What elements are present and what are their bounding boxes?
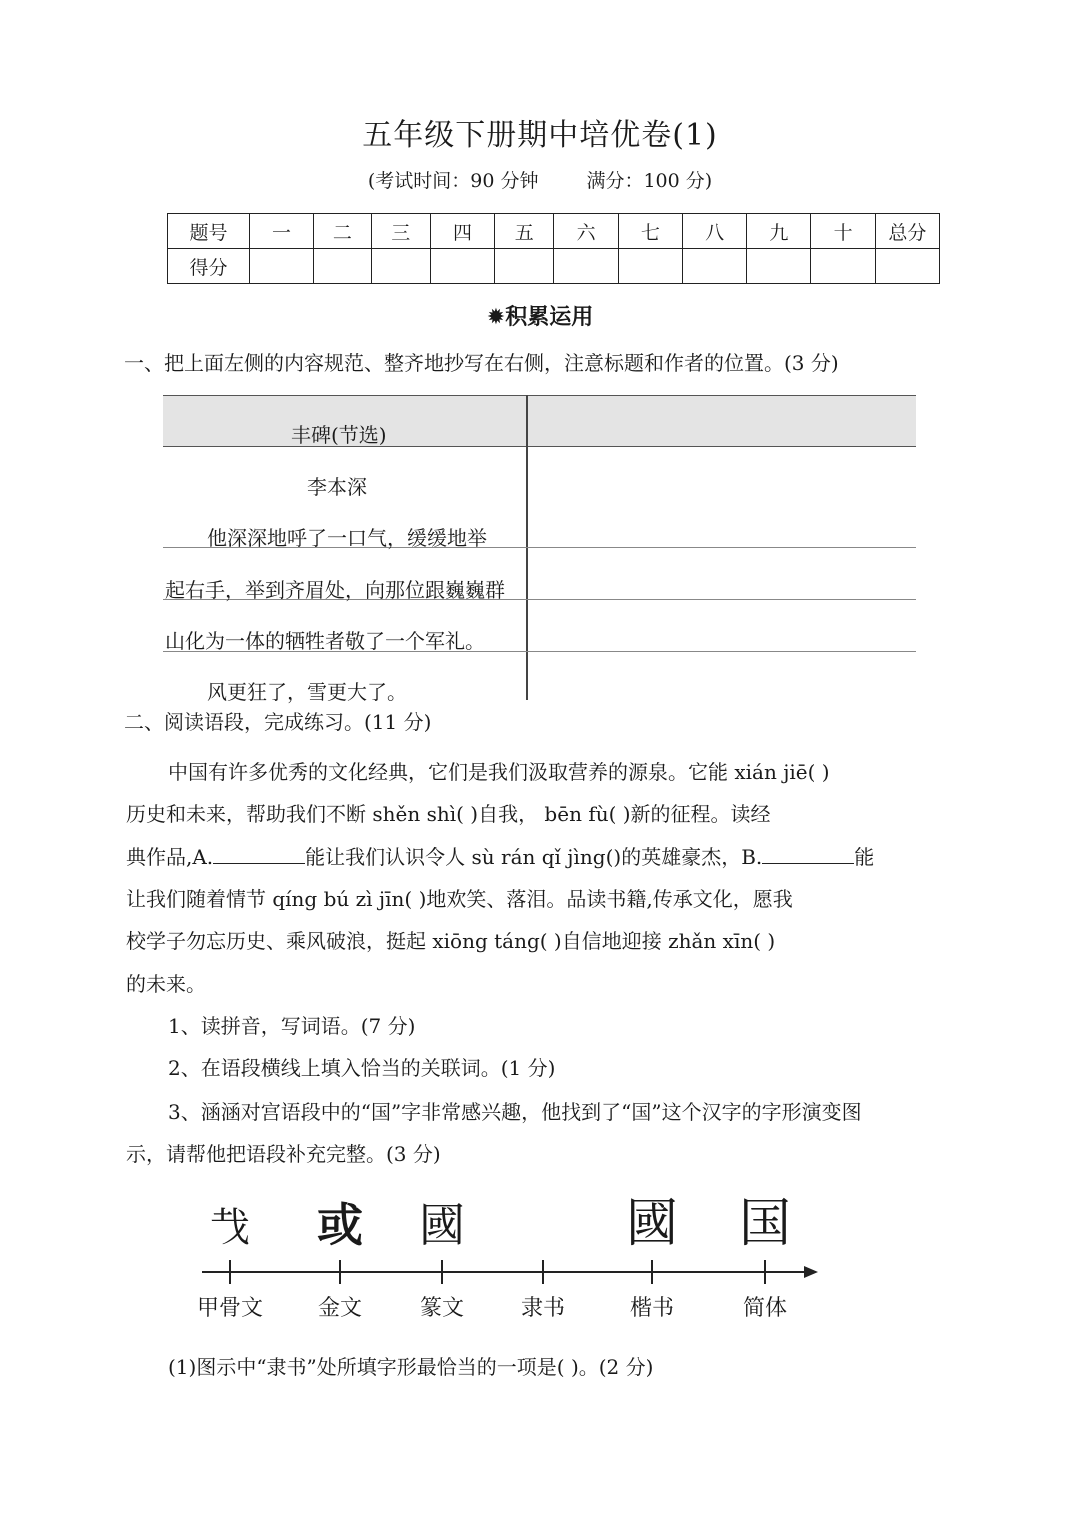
score-col: 一	[249, 214, 313, 249]
score-table-score-label: 得分	[168, 249, 250, 284]
score-cell[interactable]	[554, 249, 618, 284]
sub-question-2: 2、在语段横线上填入恰当的关联词。(1 分)	[168, 1056, 556, 1080]
exam-time: (考试时间：90 分钟	[367, 170, 539, 192]
sub-question-3-cont: 示，请帮他把语段补充完整。(3 分)	[126, 1142, 441, 1166]
score-cell[interactable]	[618, 249, 682, 284]
timeline-arrow-icon	[804, 1266, 818, 1278]
timeline-glyph: 國	[419, 1198, 465, 1252]
copy-box-header-shade	[163, 395, 916, 447]
score-table-header-row	[168, 214, 940, 249]
timeline-glyph: 或	[317, 1198, 363, 1252]
score-col: 十	[811, 214, 875, 249]
sub-question-3-1: (1)图示中“隶书”处所填字形最恰当的一项是( )。(2 分)	[168, 1355, 654, 1379]
score-col: 八	[682, 214, 746, 249]
copy-exercise-box	[163, 395, 918, 704]
score-col: 四	[430, 214, 494, 249]
passage-line: 山化为一体的牺牲者敬了一个军礼。	[165, 629, 485, 653]
score-col: 五	[495, 214, 554, 249]
score-table-header-label: 题号	[168, 214, 250, 249]
score-col: 三	[371, 214, 430, 249]
score-table	[167, 213, 940, 284]
score-col-total: 总分	[875, 214, 939, 249]
score-col: 六	[554, 214, 618, 249]
paragraph-line-3	[126, 841, 874, 870]
timeline-label: 甲骨文	[196, 1296, 264, 1321]
score-cell[interactable]	[371, 249, 430, 284]
paragraph-line: 中国有许多优秀的文化经典，它们是我们汲取营养的源泉。它能 xián jiē( )	[168, 760, 830, 784]
score-col: 七	[618, 214, 682, 249]
paragraph-line: 的未来。	[126, 972, 206, 996]
exam-info	[0, 166, 1080, 193]
paragraph-fragment: 能	[854, 845, 875, 869]
paragraph-fragment: 典作品,A.	[126, 845, 214, 869]
passage-line: 风更狂了，雪更大了。	[207, 680, 407, 704]
sub-question-3: 3、涵涵对宫语段中的“国”字非常感兴趣，他找到了“国”这个汉字的字形演变图	[168, 1100, 862, 1124]
timeline-glyph: 国	[738, 1194, 792, 1254]
score-cell[interactable]	[495, 249, 554, 284]
copy-answer-area[interactable]	[529, 447, 916, 700]
question-2: 二、阅读语段，完成练习。(11 分)	[124, 710, 432, 734]
question-1: 一、把上面左侧的内容规范、整齐地抄写在右侧，注意标题和作者的位置。(3 分)	[124, 351, 839, 375]
passage-title: 丰碑(节选)	[291, 423, 387, 447]
exam-full-score: 满分：100 分)	[586, 170, 713, 192]
score-cell[interactable]	[682, 249, 746, 284]
section-label: 积累运用	[505, 305, 594, 330]
paragraph-line: 让我们随着情节 qíng bú zì jīn( )地欢笑、落泪。品读书籍,传承文化，愿我	[126, 887, 793, 911]
section-star-icon: ✹	[486, 305, 506, 330]
score-col: 九	[747, 214, 811, 249]
paragraph-fragment: 能让我们认识令人 sù rán qǐ jìng()的英雄豪杰，B.	[305, 845, 763, 869]
section-heading	[0, 300, 1080, 331]
paragraph-line: 历史和未来，帮助我们不断 shěn shì( )自我， bēn fù( )新的征程。读经	[126, 802, 771, 826]
score-table-score-row	[168, 249, 940, 284]
blank-b[interactable]	[762, 845, 854, 864]
timeline-label: 隶书	[520, 1296, 566, 1321]
timeline-glyph: 𢦏	[210, 1205, 250, 1251]
passage-line: 起右手，举到齐眉处，向那位跟巍巍群	[165, 578, 505, 602]
blank-a[interactable]	[213, 845, 305, 864]
score-cell[interactable]	[747, 249, 811, 284]
sub-question-1: 1、读拼音，写词语。(7 分)	[168, 1014, 416, 1038]
score-cell[interactable]	[430, 249, 494, 284]
passage-line: 他深深地呼了一口气，缓缓地举	[207, 526, 487, 550]
passage-author: 李本深	[307, 475, 367, 499]
timeline-label: 金文	[317, 1296, 363, 1321]
page-title: 五年级下册期中培优卷(1)	[362, 118, 718, 153]
timeline-label: 篆文	[419, 1296, 465, 1321]
score-cell[interactable]	[875, 249, 939, 284]
score-cell[interactable]	[249, 249, 313, 284]
paragraph-line: 校学子勿忘历史、乘风破浪，挺起 xiōng táng( )自信地迎接 zhǎn xīn( )	[126, 929, 776, 953]
timeline-label: 简体	[742, 1296, 788, 1321]
timeline-label: 楷书	[629, 1296, 675, 1321]
score-cell[interactable]	[811, 249, 875, 284]
score-col: 二	[314, 214, 371, 249]
character-evolution-diagram	[190, 1185, 830, 1330]
score-cell[interactable]	[314, 249, 371, 284]
timeline-glyph: 國	[625, 1194, 679, 1254]
